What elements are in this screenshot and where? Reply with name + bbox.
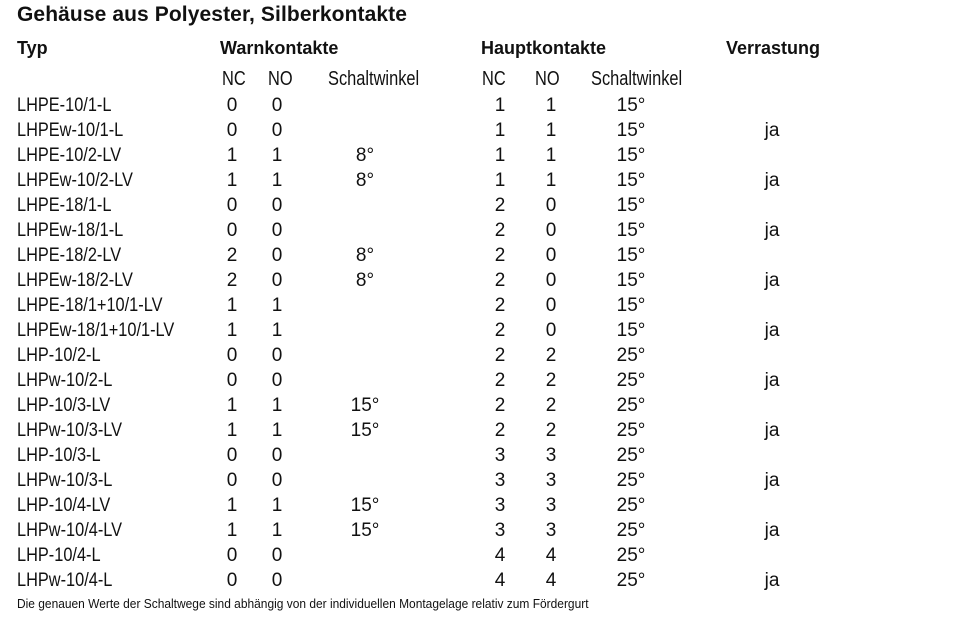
cell-haupt-nc: 2 (494, 295, 506, 316)
table-row (0, 343, 960, 368)
cell-warn-nc: 0 (226, 370, 238, 391)
cell-haupt-schaltwinkel: 15° (616, 120, 646, 141)
cell-haupt-schaltwinkel: 15° (616, 295, 646, 316)
table-row (0, 93, 960, 118)
table-row (0, 543, 960, 568)
cell-warn-nc: 0 (226, 95, 238, 116)
cell-haupt-nc: 2 (494, 345, 506, 366)
table-row (0, 468, 960, 493)
table-row (0, 118, 960, 143)
cell-haupt-no: 1 (545, 120, 557, 141)
cell-warn-schaltwinkel: 8° (355, 170, 375, 191)
cell-warn-nc: 0 (226, 470, 238, 491)
cell-warn-nc: 2 (226, 245, 238, 266)
cell-haupt-nc: 3 (494, 520, 506, 541)
cell-typ: LHPEw-10/1-L (17, 120, 124, 141)
table-row (0, 318, 960, 343)
cell-warn-nc: 1 (226, 145, 238, 166)
cell-haupt-schaltwinkel: 25° (616, 345, 646, 366)
cell-typ: LHP-10/2-L (17, 345, 101, 366)
cell-typ: LHPE-10/1-L (17, 95, 112, 116)
table-row (0, 443, 960, 468)
cell-warn-nc: 0 (226, 570, 238, 591)
cell-warn-no: 1 (271, 420, 283, 441)
cell-verrastung: ja (764, 470, 780, 491)
cell-haupt-no: 0 (545, 245, 557, 266)
cell-warn-no: 0 (271, 120, 283, 141)
cell-haupt-no: 1 (545, 170, 557, 191)
cell-haupt-no: 3 (545, 470, 557, 491)
cell-typ: LHP-10/4-L (17, 545, 101, 566)
header-typ: Typ (17, 38, 48, 58)
cell-verrastung: ja (764, 270, 780, 291)
cell-haupt-nc: 2 (494, 420, 506, 441)
cell-warn-nc: 0 (226, 345, 238, 366)
cell-typ: LHPE-18/1+10/1-LV (17, 295, 163, 316)
cell-haupt-no: 3 (545, 520, 557, 541)
cell-verrastung: ja (764, 570, 780, 591)
cell-typ: LHP-10/3-L (17, 445, 101, 466)
cell-warn-schaltwinkel: 8° (355, 270, 375, 291)
cell-warn-nc: 0 (226, 120, 238, 141)
cell-typ: LHPE-10/2-LV (17, 145, 122, 166)
cell-typ: LHPEw-18/1+10/1-LV (17, 320, 175, 341)
cell-haupt-nc: 2 (494, 395, 506, 416)
cell-warn-nc: 0 (226, 195, 238, 216)
cell-typ: LHPEw-18/2-LV (17, 270, 133, 291)
cell-warn-no: 0 (271, 370, 283, 391)
cell-haupt-nc: 3 (494, 470, 506, 491)
cell-warn-no: 0 (271, 195, 283, 216)
cell-warn-no: 1 (271, 495, 283, 516)
cell-haupt-no: 1 (545, 145, 557, 166)
cell-haupt-nc: 1 (494, 95, 506, 116)
cell-warn-no: 0 (271, 345, 283, 366)
cell-haupt-no: 2 (545, 395, 557, 416)
table-row (0, 218, 960, 243)
cell-warn-no: 1 (271, 320, 283, 341)
table-row (0, 293, 960, 318)
cell-warn-no: 0 (271, 245, 283, 266)
cell-typ: LHPEw-10/2-LV (17, 170, 133, 191)
cell-haupt-no: 0 (545, 295, 557, 316)
cell-warn-nc: 0 (226, 445, 238, 466)
cell-haupt-schaltwinkel: 15° (616, 145, 646, 166)
table-row (0, 193, 960, 218)
cell-haupt-no: 4 (545, 570, 557, 591)
table-row (0, 143, 960, 168)
table-row (0, 168, 960, 193)
table-row (0, 418, 960, 443)
subheader-warn-nc: NC (222, 68, 246, 90)
cell-warn-nc: 1 (226, 520, 238, 541)
cell-typ: LHPw-10/2-L (17, 370, 113, 391)
subheader-haupt-schaltwinkel: Schaltwinkel (591, 68, 683, 90)
subheader-warn-schaltwinkel: Schaltwinkel (328, 68, 420, 90)
cell-haupt-schaltwinkel: 15° (616, 245, 646, 266)
cell-haupt-schaltwinkel: 15° (616, 270, 646, 291)
cell-haupt-no: 3 (545, 495, 557, 516)
cell-warn-nc: 0 (226, 545, 238, 566)
cell-warn-no: 0 (271, 220, 283, 241)
cell-haupt-schaltwinkel: 25° (616, 570, 646, 591)
cell-warn-no: 1 (271, 395, 283, 416)
cell-warn-no: 1 (271, 295, 283, 316)
cell-warn-nc: 1 (226, 295, 238, 316)
cell-haupt-nc: 2 (494, 220, 506, 241)
cell-haupt-no: 2 (545, 420, 557, 441)
cell-haupt-schaltwinkel: 15° (616, 220, 646, 241)
cell-warn-no: 0 (271, 470, 283, 491)
cell-haupt-no: 2 (545, 345, 557, 366)
cell-warn-no: 0 (271, 270, 283, 291)
cell-haupt-nc: 4 (494, 545, 506, 566)
subheader-warn-no: NO (268, 68, 293, 90)
cell-haupt-schaltwinkel: 15° (616, 170, 646, 191)
cell-typ: LHPEw-18/1-L (17, 220, 124, 241)
cell-haupt-nc: 2 (494, 320, 506, 341)
cell-warn-schaltwinkel: 15° (350, 520, 380, 541)
cell-verrastung: ja (764, 420, 780, 441)
cell-warn-nc: 2 (226, 270, 238, 291)
cell-haupt-schaltwinkel: 25° (616, 420, 646, 441)
cell-haupt-schaltwinkel: 25° (616, 395, 646, 416)
table-row (0, 493, 960, 518)
cell-typ: LHPw-10/4-L (17, 570, 113, 591)
cell-verrastung: ja (764, 120, 780, 141)
cell-haupt-no: 2 (545, 370, 557, 391)
subheader-haupt-no: NO (535, 68, 560, 90)
table-row (0, 268, 960, 293)
cell-haupt-schaltwinkel: 15° (616, 95, 646, 116)
cell-haupt-nc: 3 (494, 495, 506, 516)
cell-warn-no: 1 (271, 170, 283, 191)
cell-typ: LHPw-10/3-L (17, 470, 113, 491)
cell-haupt-nc: 2 (494, 270, 506, 291)
cell-warn-nc: 0 (226, 220, 238, 241)
cell-typ: LHPE-18/2-LV (17, 245, 122, 266)
cell-haupt-schaltwinkel: 15° (616, 195, 646, 216)
cell-verrastung: ja (764, 320, 780, 341)
cell-haupt-schaltwinkel: 25° (616, 470, 646, 491)
cell-haupt-no: 0 (545, 195, 557, 216)
cell-verrastung: ja (764, 520, 780, 541)
page-title: Gehäuse aus Polyester, Silberkontakte (17, 3, 408, 26)
cell-warn-nc: 1 (226, 420, 238, 441)
header-warnkontakte: Warnkontakte (220, 38, 339, 58)
cell-haupt-schaltwinkel: 25° (616, 495, 646, 516)
cell-warn-no: 0 (271, 545, 283, 566)
cell-haupt-no: 3 (545, 445, 557, 466)
cell-warn-no: 0 (271, 445, 283, 466)
cell-warn-schaltwinkel: 15° (350, 420, 380, 441)
cell-haupt-nc: 4 (494, 570, 506, 591)
cell-haupt-schaltwinkel: 25° (616, 520, 646, 541)
subheader-haupt-nc: NC (482, 68, 506, 90)
cell-warn-schaltwinkel: 15° (350, 395, 380, 416)
cell-haupt-nc: 2 (494, 245, 506, 266)
cell-warn-nc: 1 (226, 320, 238, 341)
cell-haupt-no: 0 (545, 220, 557, 241)
cell-haupt-nc: 2 (494, 370, 506, 391)
cell-typ: LHPE-18/1-L (17, 195, 112, 216)
table-row (0, 393, 960, 418)
cell-verrastung: ja (764, 170, 780, 191)
cell-verrastung: ja (764, 370, 780, 391)
table-row (0, 243, 960, 268)
cell-haupt-schaltwinkel: 25° (616, 445, 646, 466)
cell-typ: LHP-10/3-LV (17, 395, 111, 416)
cell-warn-no: 1 (271, 520, 283, 541)
header-hauptkontakte: Hauptkontakte (481, 38, 607, 58)
footnote: Die genauen Werte der Schaltwege sind abhängig von der individuellen Montagelage relativ zum Fördergurt (17, 596, 589, 611)
cell-warn-schaltwinkel: 8° (355, 145, 375, 166)
cell-warn-schaltwinkel: 15° (350, 495, 380, 516)
cell-haupt-schaltwinkel: 25° (616, 370, 646, 391)
cell-haupt-no: 0 (545, 270, 557, 291)
cell-warn-nc: 1 (226, 170, 238, 191)
cell-haupt-nc: 3 (494, 445, 506, 466)
cell-warn-nc: 1 (226, 495, 238, 516)
cell-haupt-schaltwinkel: 25° (616, 545, 646, 566)
cell-warn-nc: 1 (226, 395, 238, 416)
cell-typ: LHPw-10/3-LV (17, 420, 123, 441)
cell-warn-no: 0 (271, 95, 283, 116)
cell-warn-schaltwinkel: 8° (355, 245, 375, 266)
table-row (0, 568, 960, 593)
header-verrastung: Verrastung (726, 38, 821, 58)
cell-haupt-nc: 2 (494, 195, 506, 216)
cell-haupt-nc: 1 (494, 145, 506, 166)
cell-typ: LHPw-10/4-LV (17, 520, 123, 541)
table-row (0, 368, 960, 393)
cell-verrastung: ja (764, 220, 780, 241)
table-row (0, 518, 960, 543)
cell-haupt-no: 0 (545, 320, 557, 341)
cell-haupt-no: 1 (545, 95, 557, 116)
cell-haupt-nc: 1 (494, 120, 506, 141)
cell-warn-no: 1 (271, 145, 283, 166)
cell-haupt-nc: 1 (494, 170, 506, 191)
cell-warn-no: 0 (271, 570, 283, 591)
cell-typ: LHP-10/4-LV (17, 495, 111, 516)
cell-haupt-schaltwinkel: 15° (616, 320, 646, 341)
cell-haupt-no: 4 (545, 545, 557, 566)
